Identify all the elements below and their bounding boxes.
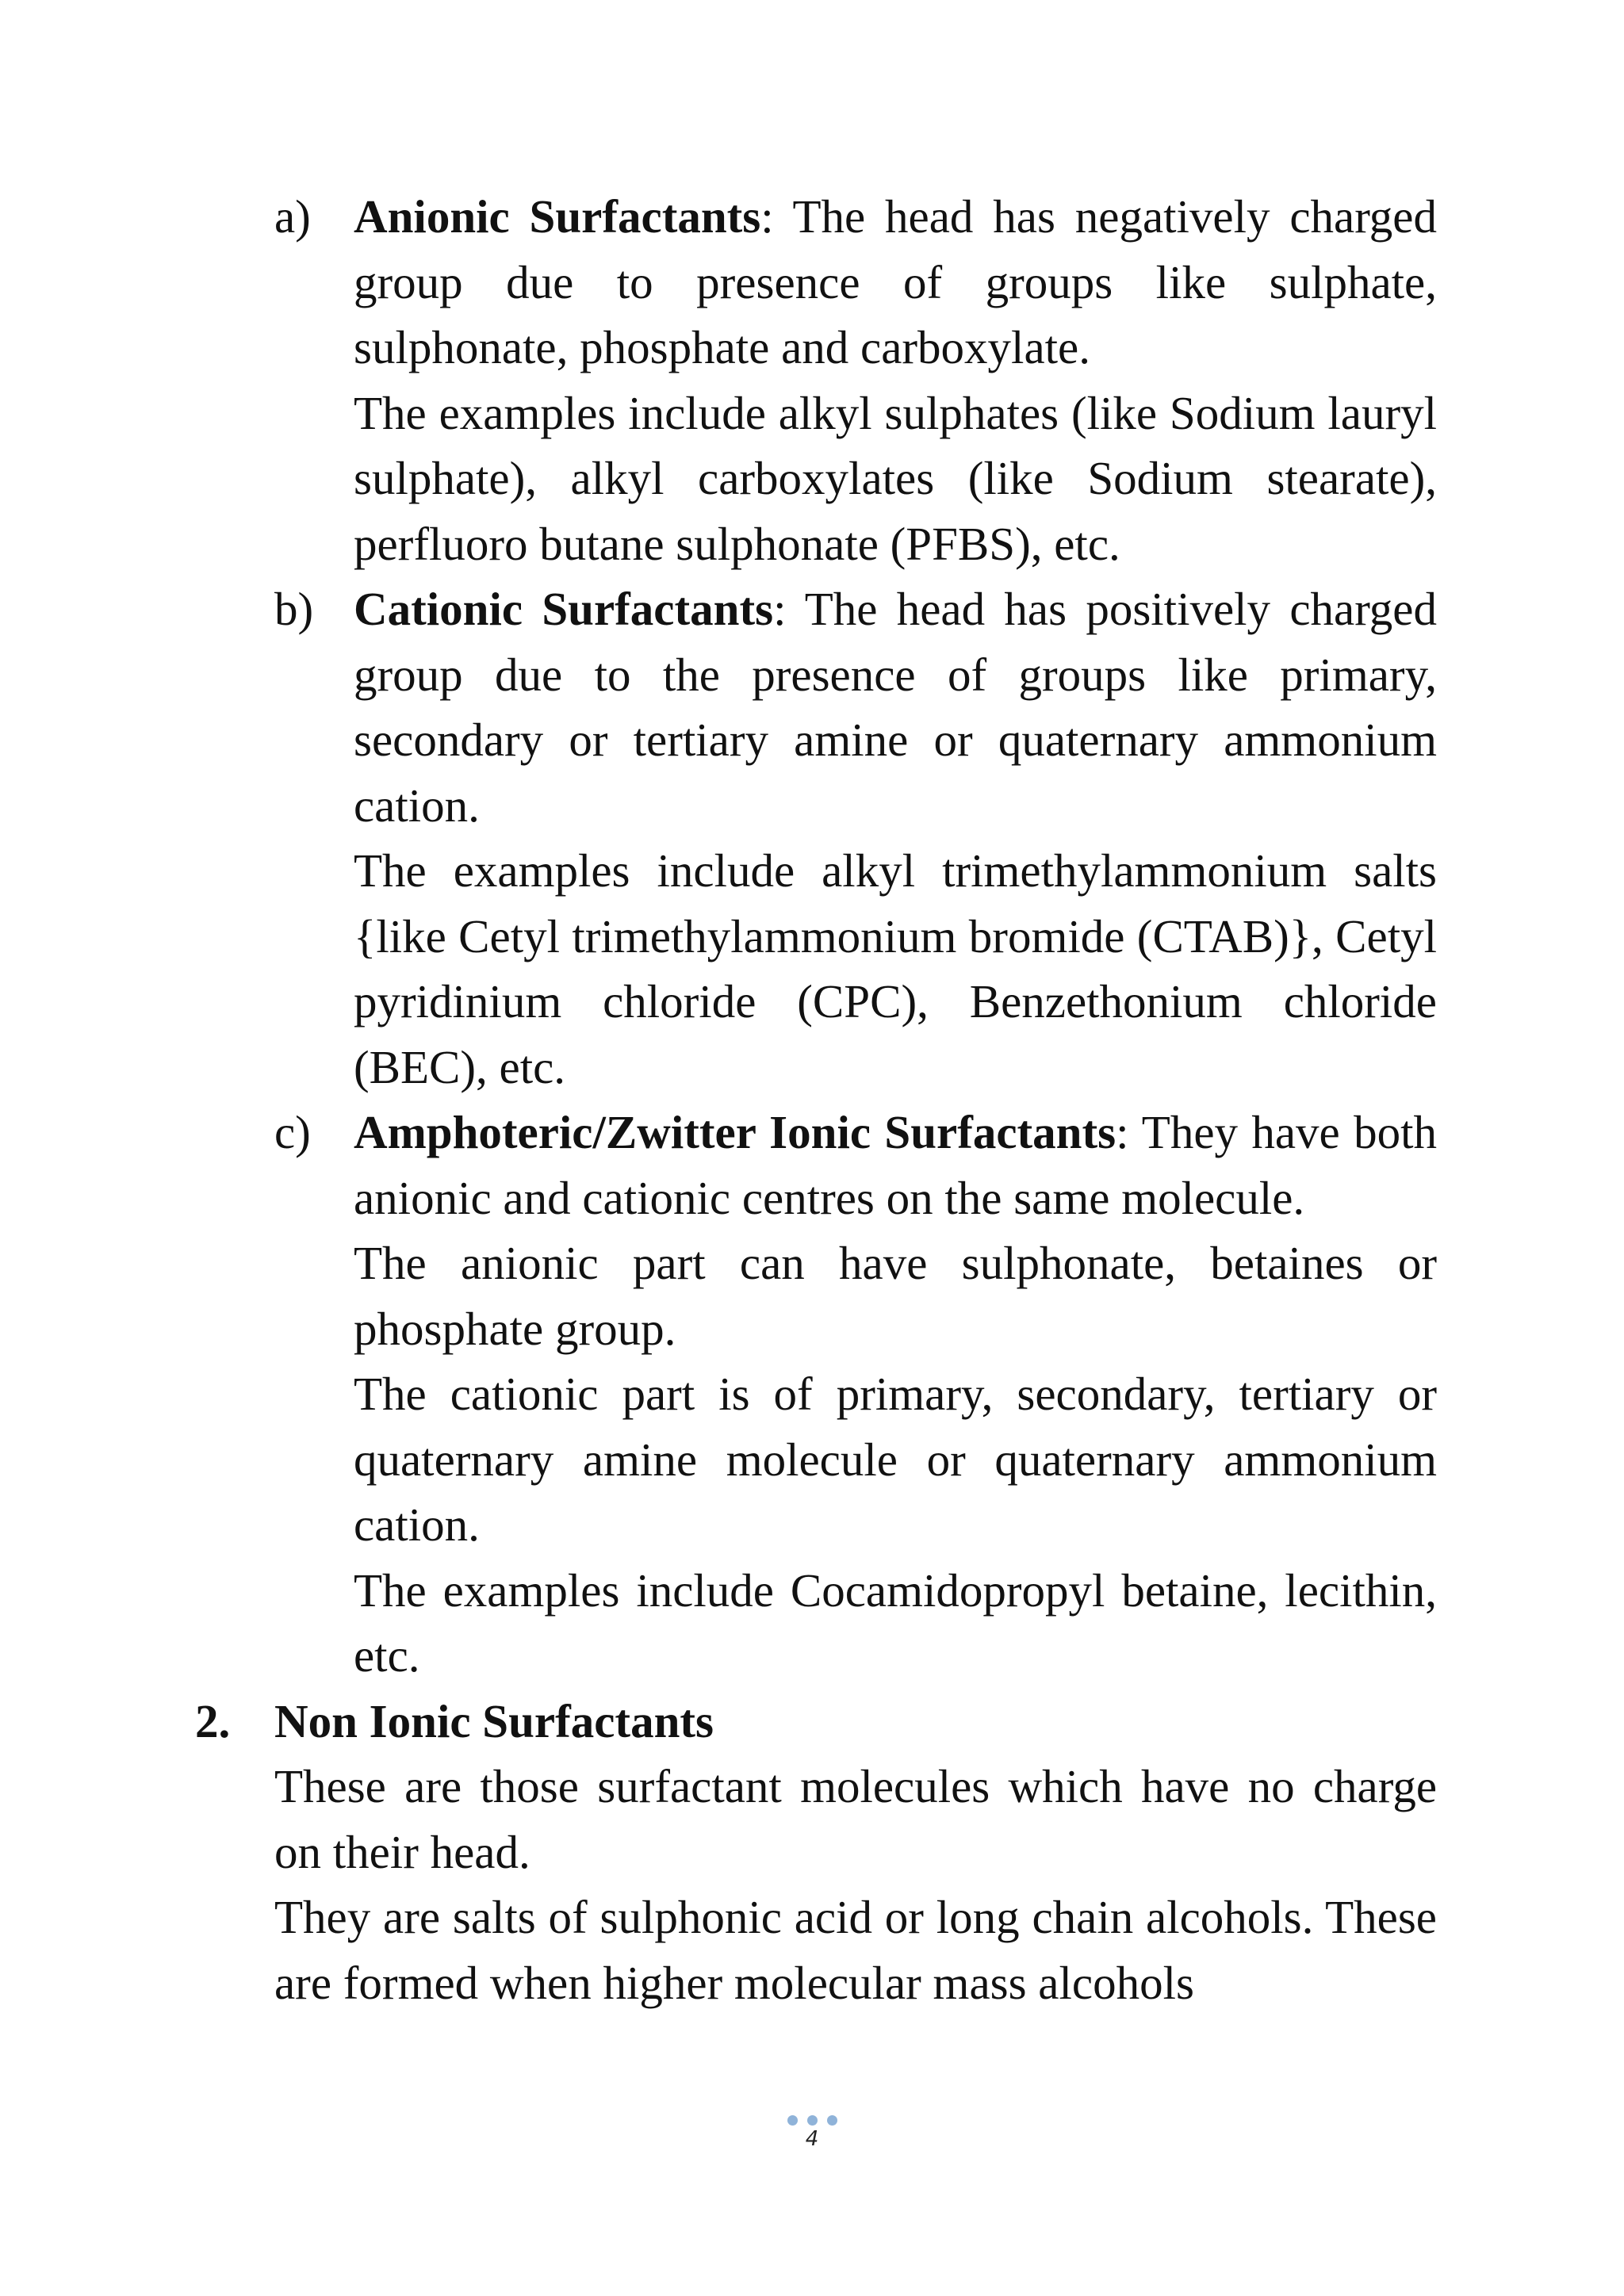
item-cationic-part: The cationic part is of primary, secondary, tertiary or quaternary amine molecule or quaternary ammonium cation. [354, 1368, 1437, 1551]
item-lead: : They have both anionic and cationic centres on the same molecule. [354, 1106, 1437, 1224]
item-title: Amphoteric/Zwitter Ionic Surfactants [354, 1106, 1116, 1158]
list-marker: a) [274, 190, 311, 243]
list-item-anionic [195, 184, 1437, 576]
item-definition [354, 576, 1437, 838]
list-item-cationic [195, 576, 1437, 1100]
list-item-amphoteric [195, 1100, 1437, 1689]
list-marker: b) [274, 583, 314, 635]
item-examples: The examples include alkyl trimethylammonium salts {like Cetyl trimethylammonium bromide (CTAB)}, Cetyl pyridinium chloride (CPC), Benzethonium chloride (BEC), etc. [354, 844, 1437, 1093]
section-paragraph: They are salts of sulphonic acid or long chain alcohols. These are formed when higher molecular mass alcohols [274, 1891, 1437, 2009]
item-anionic-part: The anionic part can have sulphonate, betaines or phosphate group. [354, 1237, 1437, 1355]
list-marker: c) [274, 1106, 311, 1158]
item-lead: : The head has positively charged group due to the presence of groups like primary, secondary or tertiary amine or quaternary ammonium cation. [354, 583, 1437, 832]
item-examples: The examples include Cocamidopropyl betaine, lecithin, etc. [354, 1563, 1437, 1682]
section-paragraph: These are those surfactant molecules which have no charge on their head. [274, 1760, 1437, 1878]
page-number: 4 [805, 2127, 819, 2151]
item-definition [354, 1100, 1437, 1230]
item-title: Cationic Surfactants [354, 583, 774, 635]
dot-icon [787, 2115, 798, 2126]
item-lead: : The head has negatively charged group due to presence of groups like sulphate, sulphonate, phosphate and carboxylate. [354, 190, 1437, 373]
section-non-ionic [195, 1689, 1437, 2016]
footer-dots-icon [0, 2115, 1624, 2126]
section-title: Non Ionic Surfactants [274, 1694, 714, 1747]
page-content [195, 184, 1437, 2015]
item-title: Anionic Surfactants [354, 190, 761, 243]
item-definition [354, 184, 1437, 381]
page-footer [0, 2115, 1624, 2151]
dot-icon [827, 2115, 837, 2126]
item-examples: The examples include alkyl sulphates (like Sodium lauryl sulphate), alkyl carboxylates (like Sodium stearate), perfluoro butane sulphonate (PFBS), etc. [354, 386, 1437, 570]
dot-icon [807, 2115, 818, 2126]
section-number: 2. [195, 1694, 231, 1747]
